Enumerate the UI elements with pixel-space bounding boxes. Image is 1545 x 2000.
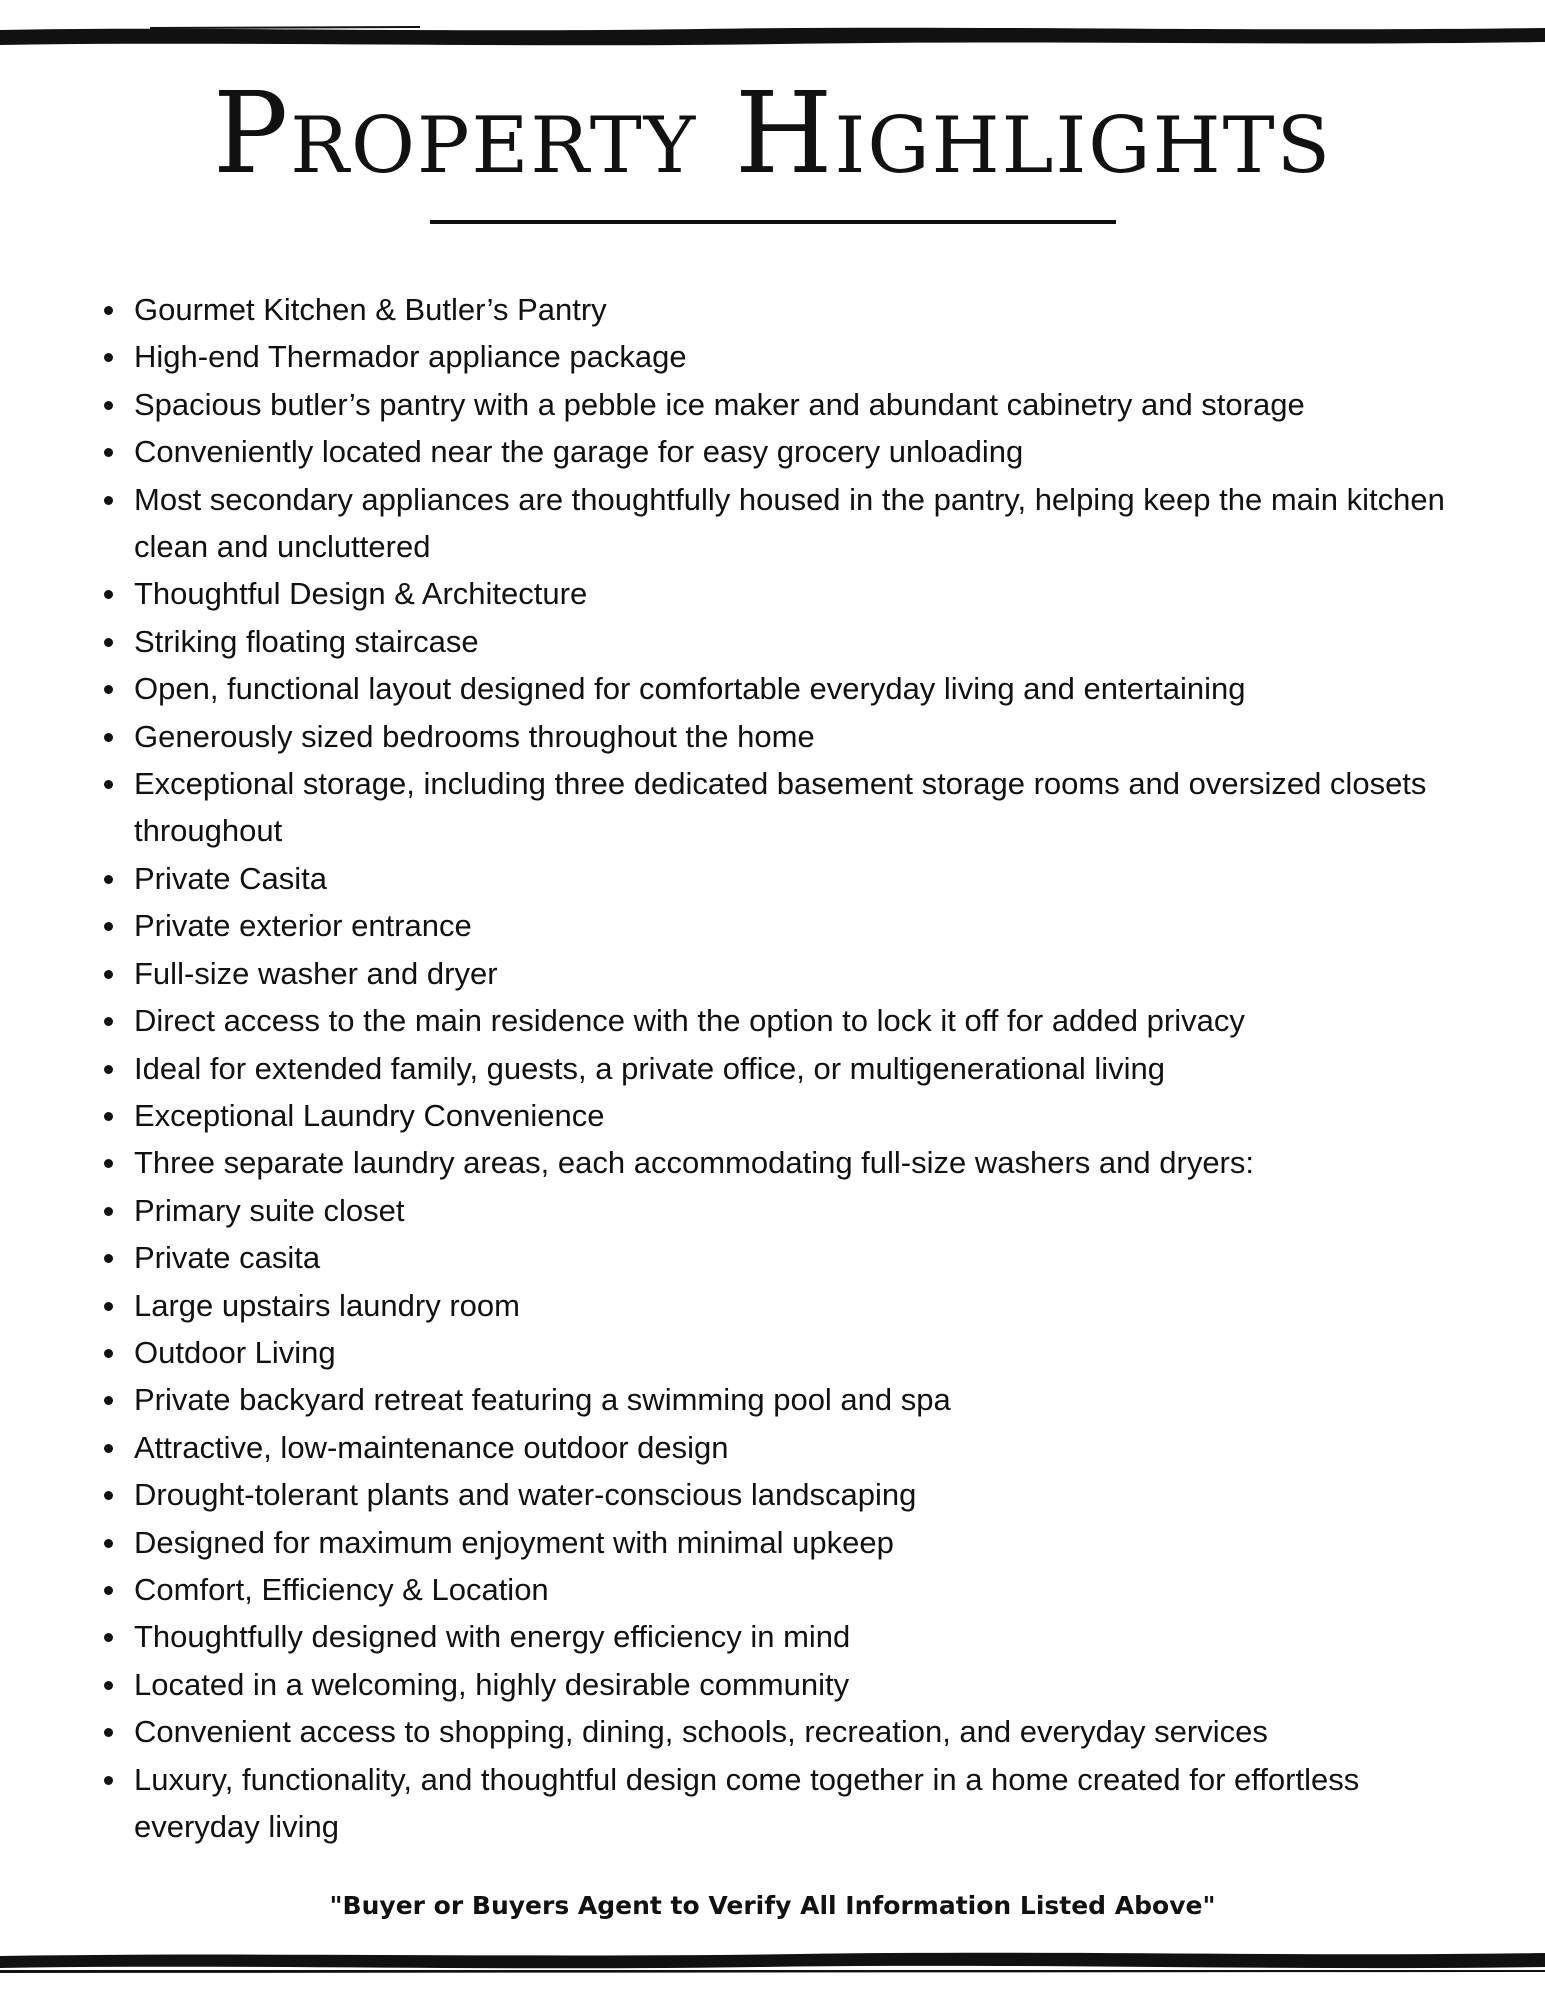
highlight-item: Private exterior entrance [134, 902, 1454, 949]
highlight-item: Gourmet Kitchen & Butler’s Pantry [134, 286, 1454, 333]
top-brush-border [0, 24, 1545, 50]
page-title: Property Highlights [212, 69, 1333, 199]
highlight-item: Drought-tolerant plants and water-conscious landscaping [134, 1471, 1454, 1518]
disclaimer-text: "Buyer or Buyers Agent to Verify All Information Listed Above" [329, 1891, 1216, 1920]
highlight-item: Exceptional storage, including three dedicated basement storage rooms and oversized closets throughout [134, 760, 1454, 855]
highlight-item: Full-size washer and dryer [134, 950, 1454, 997]
highlight-item: Comfort, Efficiency & Location [134, 1566, 1454, 1613]
highlight-item: High-end Thermador appliance package [134, 333, 1454, 380]
highlight-item: Ideal for extended family, guests, a private office, or multigenerational living [134, 1045, 1454, 1092]
highlight-item: Most secondary appliances are thoughtfully housed in the pantry, helping keep the main kitchen clean and uncluttered [134, 476, 1454, 571]
highlight-item: Thoughtful Design & Architecture [134, 570, 1454, 617]
highlight-item: Designed for maximum enjoyment with minimal upkeep [134, 1519, 1454, 1566]
highlight-item: Large upstairs laundry room [134, 1282, 1454, 1329]
highlights-list [0, 286, 1545, 1850]
highlight-item: Convenient access to shopping, dining, schools, recreation, and everyday services [134, 1708, 1454, 1755]
highlight-item: Private backyard retreat featuring a swimming pool and spa [134, 1376, 1454, 1423]
highlight-item: Striking floating staircase [134, 618, 1454, 665]
highlight-item: Luxury, functionality, and thoughtful design come together in a home created for effortless everyday living [134, 1756, 1454, 1851]
highlight-item: Primary suite closet [134, 1187, 1454, 1234]
highlight-item: Thoughtfully designed with energy efficiency in mind [134, 1613, 1454, 1660]
highlight-item: Conveniently located near the garage for easy grocery unloading [134, 428, 1454, 475]
highlight-item: Located in a welcoming, highly desirable community [134, 1661, 1454, 1708]
highlight-item: Direct access to the main residence with the option to lock it off for added privacy [134, 997, 1454, 1044]
highlight-item: Open, functional layout designed for comfortable everyday living and entertaining [134, 665, 1454, 712]
highlight-item: Generously sized bedrooms throughout the home [134, 713, 1454, 760]
highlight-item: Outdoor Living [134, 1329, 1454, 1376]
highlight-item: Private casita [134, 1234, 1454, 1281]
bottom-brush-border [0, 1948, 1545, 1974]
highlight-item: Attractive, low-maintenance outdoor design [134, 1424, 1454, 1471]
highlight-item: Spacious butler’s pantry with a pebble ice maker and abundant cabinetry and storage [134, 381, 1454, 428]
title-underline [430, 220, 1116, 224]
highlight-item: Three separate laundry areas, each accommodating full-size washers and dryers: [134, 1139, 1454, 1186]
highlight-item: Private Casita [134, 855, 1454, 902]
highlight-item: Exceptional Laundry Convenience [134, 1092, 1454, 1139]
